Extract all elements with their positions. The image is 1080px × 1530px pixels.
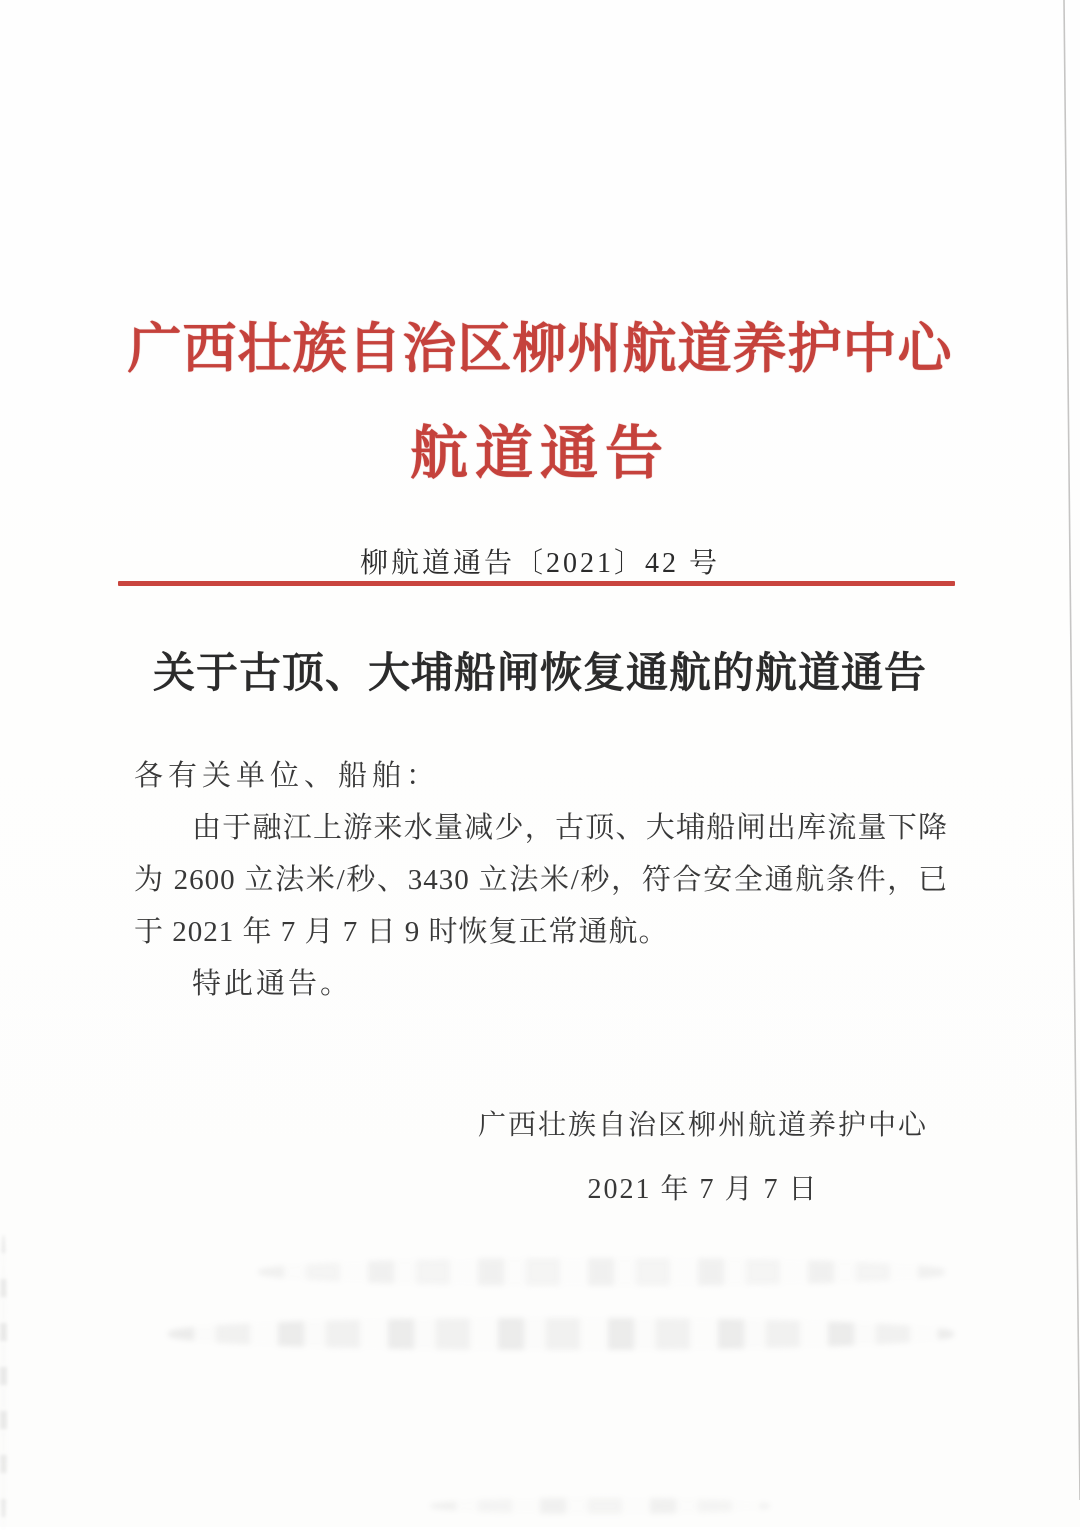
org-title-line1: 广西壮族自治区柳州航道养护中心 — [127, 319, 953, 379]
closing-line: 特此通告。 — [192, 968, 353, 1000]
signature-block — [478, 1103, 928, 1207]
body-paragraph: 由于融江上游来水量减少，古顶、大埔船闸出库流量下降为 2600 立法米/秒、3430 立法米/秒，符合安全通航条件，已于 2021 年 7 月 7 日 9 时恢复正常通航。 — [134, 812, 948, 948]
page-edge-artifact — [990, 0, 1080, 1527]
doc-number: 柳航道通告〔2021〕42 号 — [359, 548, 720, 579]
issue-date: 2021 年 7 月 7 日 — [587, 1174, 819, 1205]
org-title-line2: 航道通告 — [409, 421, 670, 486]
scan-edge-marks-artifact — [0, 1235, 7, 1530]
notice-body — [134, 750, 948, 1010]
notice-subject-title: 关于古顶、大埔船闸恢复通航的航道通告 — [152, 651, 927, 697]
issuer-name: 广西壮族自治区柳州航道养护中心 — [477, 1110, 928, 1141]
red-divider-rule — [118, 581, 955, 586]
scan-bleed-artifact — [430, 1498, 770, 1514]
salutation-line: 各有关单位、船舶： — [134, 760, 441, 792]
scan-bleed-artifact — [258, 1258, 948, 1286]
scan-bleed-artifact — [168, 1318, 954, 1350]
